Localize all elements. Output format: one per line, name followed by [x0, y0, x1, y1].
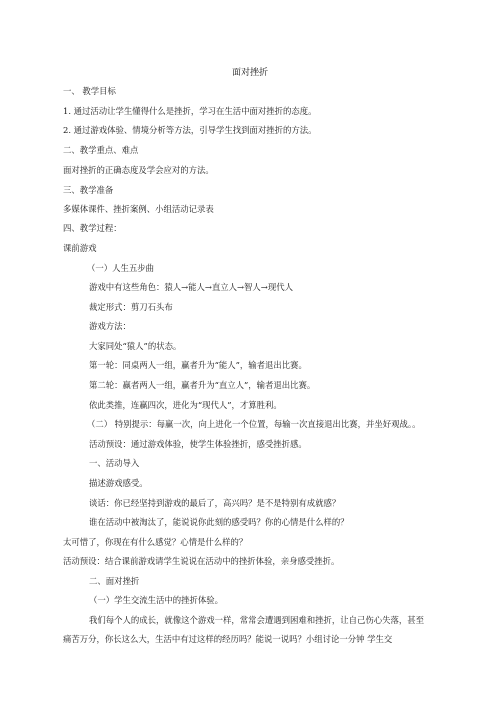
paragraph: （二） 特别提示：每赢一次，向上进化一个位置，每输一次直接退出比赛，并坐好观战。。	[87, 419, 421, 429]
paragraph: 描述游戏感受。	[89, 478, 148, 488]
paragraph: 裁定形式：剪刀石头布	[89, 302, 173, 312]
subsection-heading: （一）人生五步曲	[87, 263, 154, 273]
subsection-heading: （一）学生交流生活中的挫折体验。	[89, 595, 223, 605]
paragraph: 面对挫折的正确态度及学会应对的方法。	[63, 165, 214, 175]
section-heading-1: 一、 教学目标	[63, 86, 116, 96]
paragraph: 依此类推，连赢四次，进化为“现代人”，才算胜利。	[89, 400, 282, 410]
paragraph: 大家同处“猿人”的状态。	[89, 341, 182, 351]
paragraph: 多媒体课件、挫折案例、小组活动记录表	[63, 204, 214, 214]
section-heading: 二、面对挫折	[89, 576, 140, 586]
document-title: 面对挫折	[231, 68, 268, 78]
paragraph: 活动预设：通过游戏体验，使学生体验挫折，感受挫折感。	[89, 439, 307, 449]
paragraph: 游戏方法：	[89, 321, 131, 331]
paragraph: 痛苦万分，你长这么大，生活中有过这样的经历吗？能说一说吗？小组讨论一分钟 学生交	[63, 634, 393, 644]
paragraph: 谁在活动中被淘汰了，能说说你此刻的感受吗？你的心情是什么样的？	[89, 517, 349, 527]
section-heading-2: 二、教学重点、难点	[63, 145, 139, 155]
paragraph: 游戏中有这些角色：猿人→能人→直立人→智人→现代人	[89, 282, 293, 292]
objective-1: 1. 通过活动让学生懂得什么是挫折，学习在生活中面对挫折的态度。	[63, 106, 317, 116]
paragraph: 第二轮：赢者两人一组，赢者升为“直立人”，输者退出比赛。	[89, 380, 316, 390]
paragraph: 太可惜了，你现在有什么感觉？心情是什么样的？	[63, 537, 248, 547]
paragraph: 课前游戏	[63, 243, 97, 253]
paragraph: 第一轮：同桌两人一组，赢者升为“能人”，输者退出比赛。	[89, 360, 307, 370]
paragraph: 活动预设：结合课前游戏请学生说说在活动中的挫折体验，亲身感受挫折。	[63, 556, 340, 566]
paragraph: 谈话：你已经坚持到游戏的最后了，高兴吗？是不是特别有成就感？	[89, 498, 341, 508]
section-heading-3: 三、教学准备	[63, 185, 114, 195]
paragraph: 我们每个人的成长，就像这个游戏一样，常常会遭遇到困难和挫折，让自己伤心失落，甚至	[89, 615, 424, 625]
objective-2: 2. 通过游戏体验、情境分析等方法，引导学生找到面对挫折的方法。	[63, 125, 317, 135]
section-heading: 一、活动导入	[89, 458, 140, 468]
section-heading-4: 四、教学过程：	[63, 223, 122, 233]
